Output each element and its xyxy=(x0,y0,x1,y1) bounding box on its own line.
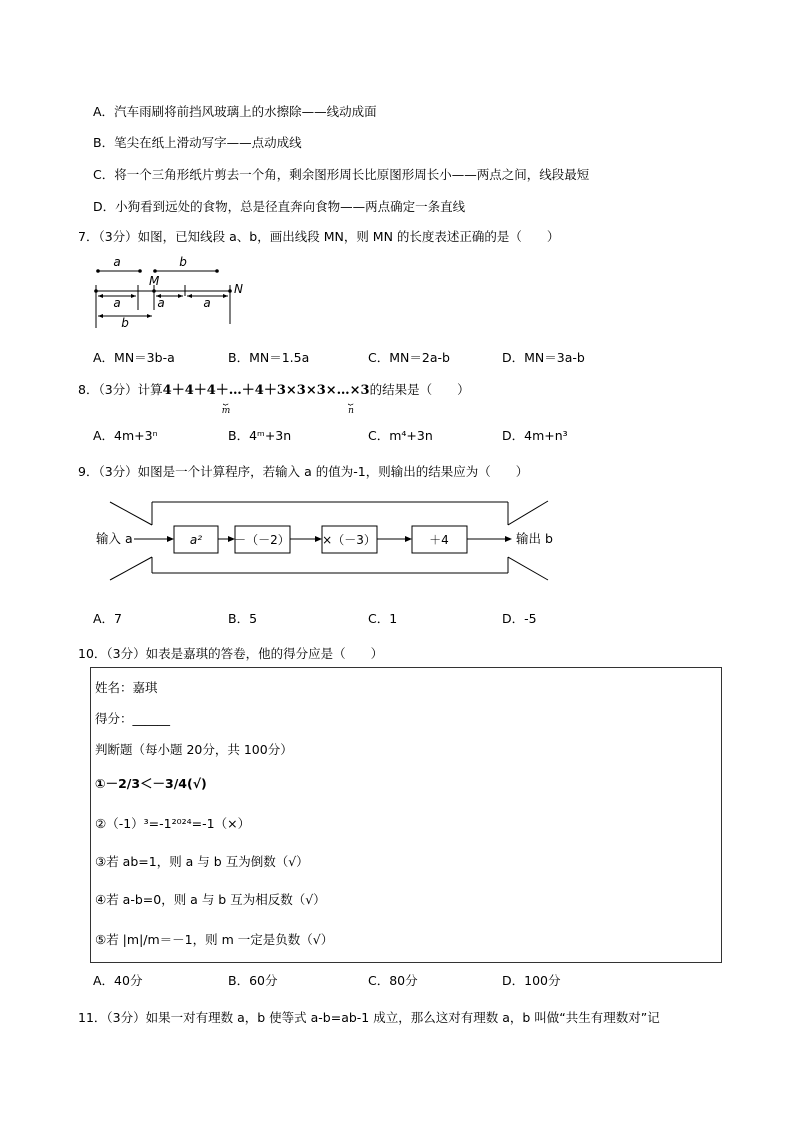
q7-label-a-top: a xyxy=(113,255,121,269)
card-score: 得分：______ xyxy=(95,711,171,726)
q7-label-a-right: a xyxy=(203,296,211,310)
q8-prefix: 8．（3分）计算 xyxy=(78,382,163,397)
q7-option-d: D．MN＝3a-b xyxy=(502,350,585,365)
q8-underbrace-m: ⏟ m xyxy=(221,396,231,416)
q8-option-c: C．m⁴+3n xyxy=(368,428,433,443)
q9-program-flowchart xyxy=(90,497,560,585)
q6-option-b: B．笔尖在纸上滑动写字——点动成线 xyxy=(93,135,302,150)
q8-option-b: B．4ᵐ+3n xyxy=(228,428,292,443)
q8-suffix: 的结果是（ ） xyxy=(369,382,470,397)
q7-option-b: B．MN＝1.5a xyxy=(228,350,310,365)
q6-option-a: A．汽车雨刷将前挡风玻璃上的水擦除——线动成面 xyxy=(93,104,377,119)
q7-option-c: C．MN＝2a-b xyxy=(368,350,450,365)
card-item-1: ①－2/3＜－3/4(√) xyxy=(95,776,207,791)
q6-option-d: D．小狗看到远处的食物，总是径直奔向食物——两点确定一条直线 xyxy=(93,199,466,214)
q9-output-label: 输出 b xyxy=(516,531,553,546)
card-item-4: ④若 a-b=0，则 a 与 b 互为相反数（√） xyxy=(95,892,326,907)
q7-label-a-left: a xyxy=(113,296,121,310)
q8-expression: 4＋4＋4＋…＋4＋3×3×3×…×3 xyxy=(162,383,370,398)
q8-underbrace-n: ⏟ n xyxy=(348,396,354,416)
q9-box-square: a² xyxy=(189,533,203,547)
q8-option-a: A．4m+3ⁿ xyxy=(93,428,158,443)
q9-option-a: A．7 xyxy=(93,611,123,626)
q10-option-a: A．40分 xyxy=(93,973,143,988)
card-name: 姓名：嘉琪 xyxy=(95,680,158,695)
card-item-2: ②（-1）³=-1²⁰²⁴=-1（×） xyxy=(95,816,251,831)
q6-option-c: C．将一个三角形纸片剪去一个角，剩余图形周长比原图形周长小——两点之间，线段最短 xyxy=(93,167,590,182)
q10-answer-card xyxy=(90,667,722,963)
q9-stem: 9．（3分）如图是一个计算程序，若输入 a 的值为-1，则输出的结果应为（ ） xyxy=(78,464,529,479)
q10-stem: 10．（3分）如表是嘉琪的答卷，他的得分应是（ ） xyxy=(78,646,384,661)
q9-option-d: D．-5 xyxy=(502,611,537,626)
q8-option-d: D．4m+n³ xyxy=(502,428,568,443)
q8-stem xyxy=(78,379,470,398)
q9-box-times-neg3: ×（－3） xyxy=(322,533,376,547)
q9-option-b: B．5 xyxy=(228,611,258,626)
q10-option-b: B．60分 xyxy=(228,973,278,988)
q7-label-m: M xyxy=(149,274,160,288)
q9-input-label: 输入 a xyxy=(96,531,133,546)
q10-option-c: C．80分 xyxy=(368,973,418,988)
q11-stem: 11．（3分）如果一对有理数 a，b 使等式 a-b=ab-1 成立，那么这对有理数 a，b 叫做“共生有理数对”记 xyxy=(78,1010,660,1025)
q7-label-b-top: b xyxy=(179,255,187,269)
card-section-heading: 判断题（每小题 20分，共 100分） xyxy=(95,742,293,757)
q9-box-minus-neg2: －（－2） xyxy=(234,533,290,547)
q7-segment-figure xyxy=(90,250,260,335)
card-item-5: ⑤若 |m|/m＝－1，则 m 一定是负数（√） xyxy=(95,932,334,947)
q10-option-d: D．100分 xyxy=(502,973,561,988)
q9-option-c: C．1 xyxy=(368,611,398,626)
q7-label-b-bottom: b xyxy=(121,316,129,330)
q9-box-plus4: ＋4 xyxy=(429,533,449,547)
q7-label-n: N xyxy=(234,282,243,296)
card-item-3: ③若 ab=1，则 a 与 b 互为倒数（√） xyxy=(95,854,309,869)
q7-option-a: A．MN＝3b-a xyxy=(93,350,175,365)
q7-label-a-mid: a xyxy=(157,296,165,310)
q7-stem: 7．（3分）如图，已知线段 a、b，画出线段 MN，则 MN 的长度表述正确的是（ ） xyxy=(78,229,560,244)
